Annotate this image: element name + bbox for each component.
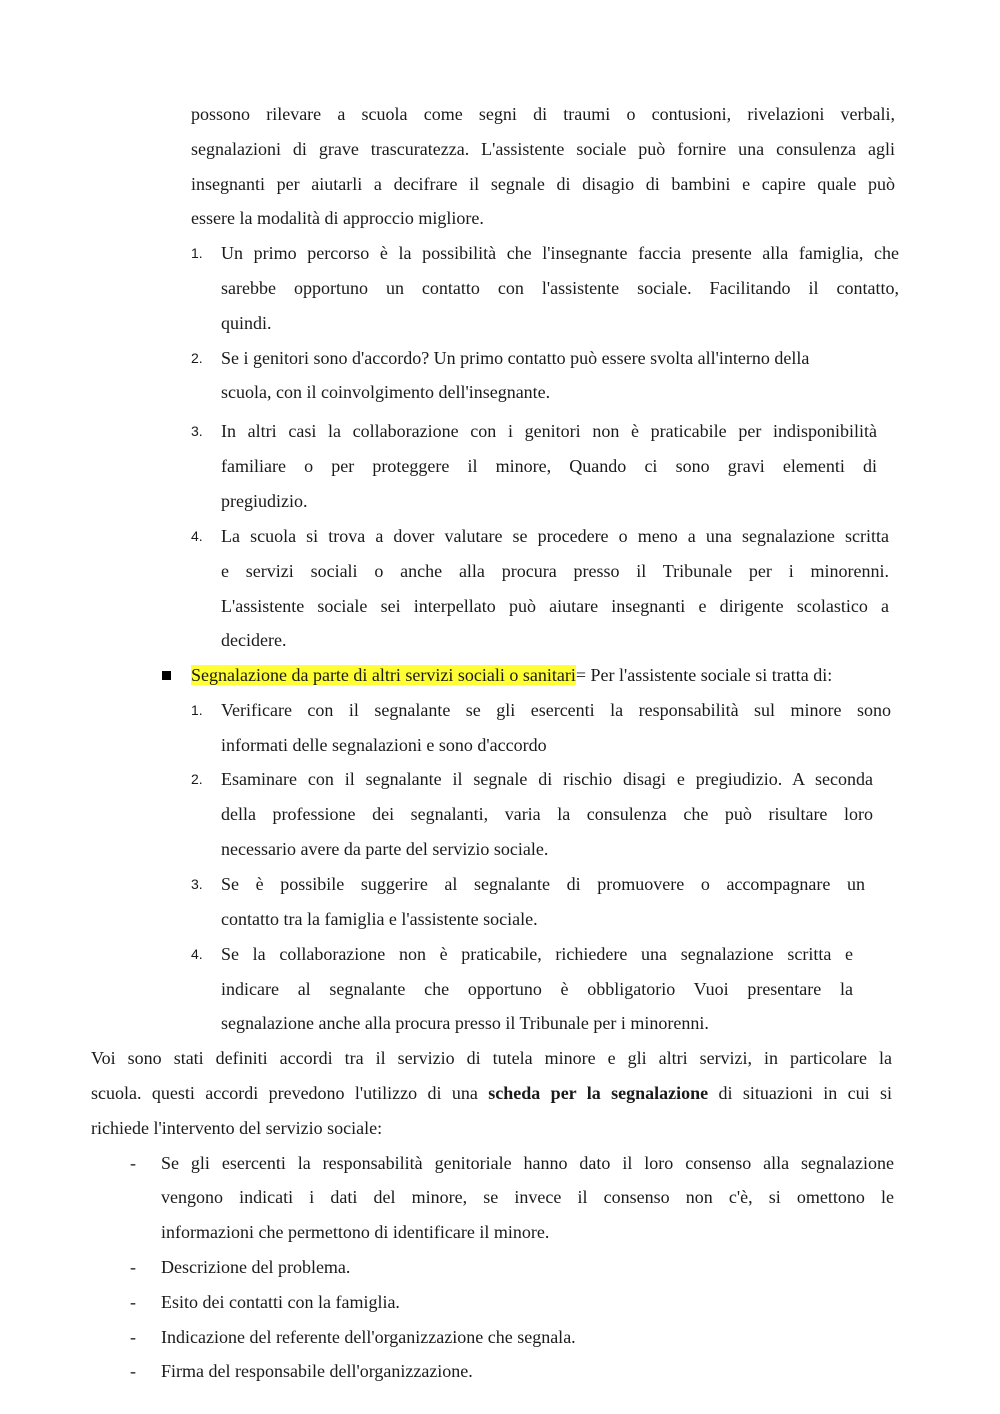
dash-item-line: Descrizione del problema.	[161, 1257, 351, 1277]
dash-marker: -	[130, 1292, 136, 1312]
list-b-number: 3.	[191, 876, 203, 892]
square-bullet-icon	[162, 671, 171, 680]
dash-marker: -	[130, 1257, 136, 1277]
list-a-item-line: familiare o per proteggere il minore, Quando ci sono gravi elementi di	[221, 456, 877, 476]
list-a-item-line: Se i genitori sono d'accordo? Un primo contatto può essere svolta all'interno della	[221, 348, 810, 368]
intro-line: segnalazioni di grave trascuratezza. L'assistente sociale può fornire una consulenza agli	[191, 139, 895, 159]
list-b-item-line: necessario avere da parte del servizio sociale.	[221, 839, 549, 859]
list-b-item-line: Se è possibile suggerire al segnalante di promuovere o accompagnare un	[221, 874, 865, 894]
dash-item-line: Esito dei contatti con la famiglia.	[161, 1292, 400, 1312]
list-b-item-line: Verificare con il segnalante se gli esercenti la responsabilità sul minore sono	[221, 700, 891, 720]
dash-marker: -	[130, 1153, 136, 1173]
paragraph-text: di situazioni in cui si	[708, 1083, 892, 1103]
list-a-item-line: quindi.	[221, 313, 272, 333]
list-a-item-line: e servizi sociali o anche alla procura presso il Tribunale per i minorenni.	[221, 561, 889, 581]
list-b-item-line: della professione dei segnalanti, varia la consulenza che può risultare loro	[221, 804, 873, 824]
highlighted-heading: Segnalazione da parte di altri servizi sociali o sanitari	[191, 665, 576, 685]
dash-item-line: vengono indicati i dati del minore, se invece il consenso non c'è, si omettono le	[161, 1187, 894, 1207]
list-a-item-line: scuola, con il coinvolgimento dell'insegnante.	[221, 382, 551, 402]
dash-item-line: Firma del responsabile dell'organizzazione.	[161, 1361, 473, 1381]
list-b-item-line: indicare al segnalante che opportuno è obbligatorio Vuoi presentare la	[221, 979, 853, 999]
list-a-number: 2.	[191, 350, 203, 366]
paragraph-text: scuola. questi accordi prevedono l'utilizzo di una	[91, 1083, 489, 1103]
list-a-item-line: pregiudizio.	[221, 491, 308, 511]
list-a-item-line: Un primo percorso è la possibilità che l'insegnante faccia presente alla famiglia, che	[221, 243, 899, 263]
paragraph-line: richiede l'intervento del servizio sociale:	[91, 1118, 383, 1138]
dash-marker: -	[130, 1361, 136, 1381]
list-b-item-line: contatto tra la famiglia e l'assistente sociale.	[221, 909, 538, 929]
list-a-number: 3.	[191, 423, 203, 439]
paragraph-line: Voi sono stati definiti accordi tra il servizio di tutela minore e gli altri servizi, in particolare la	[91, 1048, 892, 1068]
list-b-item-line: Esaminare con il segnalante il segnale di rischio disagi e pregiudizio. A seconda	[221, 769, 873, 789]
list-a-item-line: In altri casi la collaborazione con i genitori non è praticabile per indisponibilità	[221, 421, 877, 441]
list-a-item-line: sarebbe opportuno un contatto con l'assistente sociale. Facilitando il contatto,	[221, 278, 899, 298]
list-b-item-line: Se la collaborazione non è praticabile, richiedere una segnalazione scritta e	[221, 944, 853, 964]
list-b-item-line: informati delle segnalazioni e sono d'accordo	[221, 735, 547, 755]
list-b-item-line: segnalazione anche alla procura presso il Tribunale per i minorenni.	[221, 1013, 709, 1033]
dash-item-line: Indicazione del referente dell'organizzazione che segnala.	[161, 1327, 576, 1347]
bullet-item-rest: = Per l'assistente sociale si tratta di:	[575, 665, 833, 685]
list-a-item-line: L'assistente sociale sei interpellato può aiutare insegnanti e dirigente scolastico a	[221, 596, 889, 616]
intro-line: essere la modalità di approccio migliore.	[191, 208, 484, 228]
bold-term: scheda per la segnalazione	[488, 1083, 709, 1103]
list-a-item-line: La scuola si trova a dover valutare se procedere o meno a una segnalazione scritta	[221, 526, 889, 546]
list-b-number: 1.	[191, 702, 203, 718]
list-b-number: 4.	[191, 946, 203, 962]
bullet-item	[191, 663, 832, 687]
list-b-number: 2.	[191, 771, 203, 787]
list-a-number: 1.	[191, 245, 203, 261]
list-a-item-line: decidere.	[221, 630, 287, 650]
paragraph-line	[91, 1081, 892, 1105]
list-a-number: 4.	[191, 528, 203, 544]
dash-item-line: Se gli esercenti la responsabilità genitoriale hanno dato il loro consenso alla segnalazione	[161, 1153, 894, 1173]
intro-line: possono rilevare a scuola come segni di traumi o contusioni, rivelazioni verbali,	[191, 104, 895, 124]
dash-marker: -	[130, 1327, 136, 1347]
dash-item-line: informazioni che permettono di identificare il minore.	[161, 1222, 550, 1242]
intro-line: insegnanti per aiutarli a decifrare il segnale di disagio di bambini e capire quale può	[191, 174, 895, 194]
